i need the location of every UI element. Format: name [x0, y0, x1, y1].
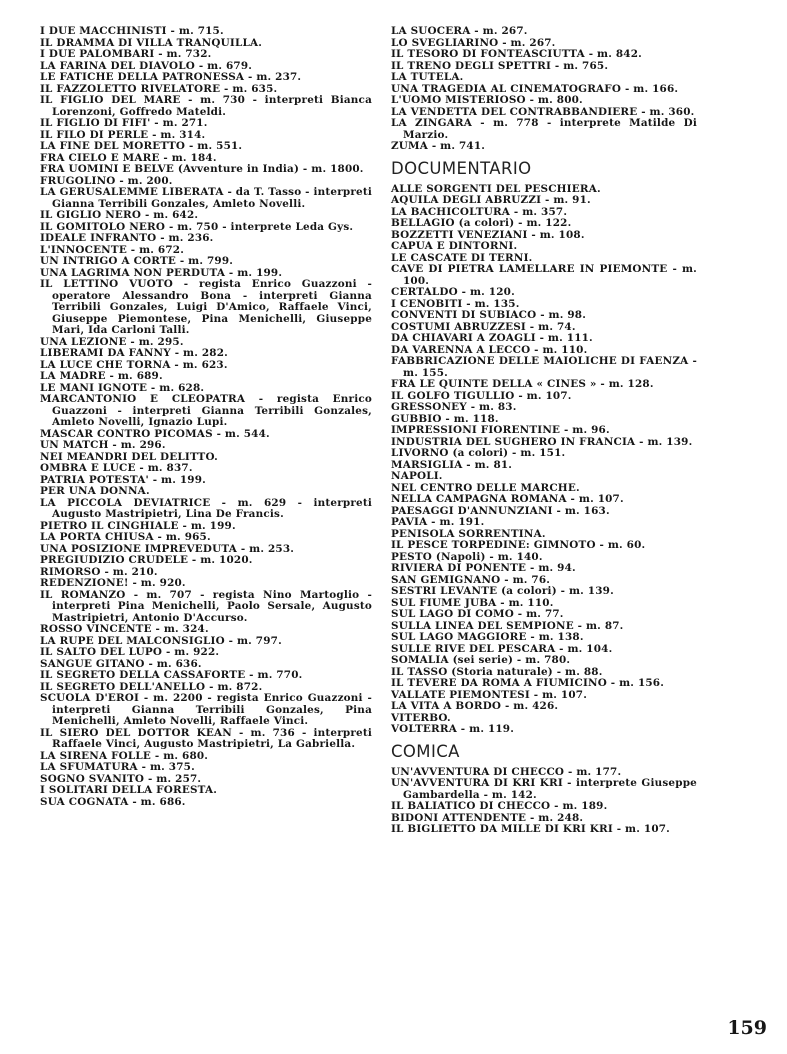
film-entry: IL TRENO DEGLI SPETTRI - m. 765. [391, 59, 609, 72]
film-entry: IL LETTINO VUOTO - regista Enrico Guazzoni - operatore Alessandro Bona - interpreti Gianna Terribili Gonzales, Luigi D'Amico, Raffaele Vinci, Giuseppe Piemontese, Pina Menichelli, Giuseppe Mari, Ida Carloni Talli. [40, 278, 372, 336]
film-entry: SUA COGNATA - m. 686. [40, 795, 186, 808]
film-entry: SULLA LINEA DEL SEMPIONE - m. 87. [391, 619, 624, 632]
film-entry: NEI MEANDRI DEL DELITTO. [40, 450, 218, 463]
film-entry: UN'AVVENTURA DI CHECCO - m. 177. [391, 765, 622, 778]
film-entry: IL TESORO DI FONTEASCIUTTA - m. 842. [391, 48, 642, 60]
film-entry: SANGUE GITANO - m. 636. [40, 657, 202, 670]
film-entry: LA GERUSALEMME LIBERATA - da T. Tasso - interpreti Gianna Terribili Gonzales, Amleto Novelli. [40, 186, 372, 210]
film-entry: LO SVEGLIARINO - m. 267. [391, 36, 556, 49]
film-entry: OMBRA E LUCE - m. 837. [40, 462, 193, 474]
film-entry: MASCAR CONTRO PICOMAS - m. 544. [40, 427, 270, 440]
film-entry: LA SFUMATURA - m. 375. [40, 761, 195, 773]
film-entry: LE MANI IGNOTE - m. 628. [40, 381, 205, 394]
film-entry: PAVIA - m. 191. [391, 516, 485, 528]
film-entry: UN'AVVENTURA DI KRI KRI - interprete Giuseppe Gambardella - m. 142. [391, 777, 697, 801]
film-entry: I SOLITARI DELLA FORESTA. [40, 784, 218, 796]
film-entry: IL GIGLIO NERO - m. 642. [40, 209, 199, 221]
film-entry: IL FIGLIO DI FIFI' - m. 271. [40, 117, 208, 129]
film-entry: LA PORTA CHIUSA - m. 965. [40, 531, 211, 543]
film-entry: LA SIRENA FOLLE - m. 680. [40, 749, 209, 762]
film-entry: IL DRAMMA DI VILLA TRANQUILLA. [40, 36, 263, 49]
film-entry: UNA TRAGEDIA AL CINEMATOGRAFO - m. 166. [391, 82, 679, 95]
film-entry: LA VENDETTA DEL CONTRABBANDIERE - m. 360. [391, 105, 695, 118]
film-entry: BELLAGIO (a colori) - m. 122. [391, 217, 572, 229]
film-entry: PESTO (Napoli) - m. 140. [391, 550, 543, 563]
left-column [40, 26, 372, 808]
film-entry: LA SUOCERA - m. 267. [391, 25, 528, 37]
film-entry: I CENOBITI - m. 135. [391, 297, 520, 310]
film-entry: IL FIGLIO DEL MARE - m. 730 - interpreti Bianca Lorenzoni, Goffredo Mateldi. [40, 94, 372, 118]
film-entry: LA MADRE - m. 689. [40, 370, 163, 382]
film-entry: SUL LAGO DI COMO - m. 77. [391, 608, 564, 620]
film-entry: IL PESCE TORPEDINE: GIMNOTO - m. 60. [391, 539, 646, 551]
film-entry: SCUOLA D'EROI - m. 2200 - regista Enrico Guazzoni - interpreti Gianna Terribili Gonzales, Pina Menichelli, Amleto Novelli, Raffaele Vinci. [40, 692, 372, 727]
film-entry: LA BACHICOLTURA - m. 357. [391, 205, 568, 218]
film-entry: L'INNOCENTE - m. 672. [40, 243, 185, 256]
film-entry: LE FATICHE DELLA PATRONESSA - m. 237. [40, 71, 302, 83]
film-entry: ROSSO VINCENTE - m. 324. [40, 623, 209, 635]
film-entry: VOLTERRA - m. 119. [391, 723, 515, 735]
film-entry: UNA POSIZIONE IMPREVEDUTA - m. 253. [40, 542, 295, 555]
film-entry: NELLA CAMPAGNA ROMANA - m. 107. [391, 493, 624, 505]
film-entry: FABBRICAZIONE DELLE MAIOLICHE DI FAENZA - m. 155. [391, 355, 697, 379]
film-entry: LA RUPE DEL MALCONSIGLIO - m. 797. [40, 634, 282, 647]
film-entry: LIBERAMI DA FANNY - m. 282. [40, 347, 228, 359]
film-entry: I DUE PALOMBARI - m. 732. [40, 48, 212, 60]
film-entry: PREGIUDIZIO CRUDELE - m. 1020. [40, 554, 253, 566]
right-column [391, 26, 697, 836]
film-entry: INDUSTRIA DEL SUGHERO IN FRANCIA - m. 139. [391, 435, 693, 448]
film-entry: IL SALTO DEL LUPO - m. 922. [40, 646, 220, 658]
film-entry: PAESAGGI D'ANNUNZIANI - m. 163. [391, 504, 610, 517]
film-entry: PIETRO IL CINGHIALE - m. 199. [40, 519, 236, 532]
film-entry: IL BALIATICO DI CHECCO - m. 189. [391, 800, 608, 812]
section-heading-documentario: DOCUMENTARIO [391, 158, 532, 178]
film-entry: LA VITA A BORDO - m. 426. [391, 700, 559, 712]
film-entry: IL SIERO DEL DOTTOR KEAN - m. 736 - interpreti Raffaele Vinci, Augusto Mastripietri, La Gabriella. [40, 726, 372, 750]
film-entry: IL FILO DI PERLE - m. 314. [40, 128, 206, 141]
film-entry: UNA LEZIONE - m. 295. [40, 335, 184, 348]
film-entry: IDEALE INFRANTO - m. 236. [40, 232, 214, 244]
film-entry: BOZZETTI VENEZIANI - m. 108. [391, 228, 585, 241]
film-entry: CONVENTI DI SUBIACO - m. 98. [391, 309, 587, 321]
film-entry: ZUMA - m. 741. [391, 140, 486, 152]
section-heading-comica: COMICA [391, 741, 460, 761]
film-entry: UN MATCH - m. 296. [40, 439, 166, 451]
film-entry: IL SEGRETO DELLA CASSAFORTE - m. 770. [40, 669, 303, 681]
film-entry: SESTRI LEVANTE (a colori) - m. 139. [391, 585, 614, 597]
film-entry: IL BIGLIETTO DA MILLE DI KRI KRI - m. 107. [391, 823, 670, 835]
film-entry: CERTALDO - m. 120. [391, 286, 515, 298]
film-entry: MARSIGLIA - m. 81. [391, 458, 513, 471]
film-entry: PER UNA DONNA. [40, 485, 150, 497]
film-entry: LA FINE DEL MORETTO - m. 551. [40, 140, 243, 152]
film-entry: IL TEVERE DA ROMA A FIUMICINO - m. 156. [391, 677, 665, 689]
film-entry: RIMORSO - m. 210. [40, 565, 158, 578]
film-entry: ALLE SORGENTI DEL PESCHIERA. [391, 182, 601, 195]
film-entry: FRA UOMINI E BELVE (Avventure in India) - m. 1800. [40, 163, 364, 175]
film-entry: RIVIERA DI PONENTE - m. 94. [391, 562, 576, 574]
film-entry: LA ZINGARA - m. 778 - interprete Matilde Di Marzio. [391, 117, 697, 141]
film-entry: SULLE RIVE DEL PESCARA - m. 104. [391, 642, 613, 655]
film-entry: LA TUTELA. [391, 71, 464, 83]
film-entry: AQUILA DEGLI ABRUZZI - m. 91. [391, 194, 591, 206]
film-entry: UNA LAGRIMA NON PERDUTA - m. 199. [40, 266, 283, 279]
page-number: 159 [727, 1017, 767, 1039]
film-entry: MARCANTONIO E CLEOPATRA - regista Enrico Guazzoni - interpreti Gianna Terribili Gonzales, Amleto Novelli, Ignazio Lupi. [40, 393, 372, 428]
film-entry: REDENZIONE! - m. 920. [40, 577, 186, 589]
film-entry: UN INTRIGO A CORTE - m. 799. [40, 255, 234, 267]
filmography-continued-list [391, 26, 697, 153]
film-entry: IL GOLFO TIGULLIO - m. 107. [391, 389, 572, 402]
film-entry: VITERBO. [391, 711, 451, 724]
film-entry: CAVE DI PIETRA LAMELLARE IN PIEMONTE - m. 100. [391, 263, 697, 287]
film-entry: FRUGOLINO - m. 200. [40, 174, 173, 187]
film-entry: FRA CIELO E MARE - m. 184. [40, 151, 217, 164]
film-entry: IL FAZZOLETTO RIVELATORE - m. 635. [40, 82, 278, 95]
film-entry: FRA LE QUINTE DELLA « CINES » - m. 128. [391, 378, 654, 390]
film-entry: CAPUA E DINTORNI. [391, 240, 518, 252]
film-entry: SAN GEMIGNANO - m. 76. [391, 573, 551, 586]
film-entry: SOGNO SVANITO - m. 257. [40, 772, 202, 785]
film-entry: NAPOLI. [391, 470, 443, 482]
documentario-list [391, 184, 697, 736]
film-entry: PENISOLA SORRENTINA. [391, 527, 546, 540]
film-entry: IL ROMANZO - m. 707 - regista Nino Martoglio - interpreti Pina Menichelli, Paolo Sersale, Augusto Mastripietri, Antonio D'Accurso. [40, 588, 372, 624]
film-entry: LA FARINA DEL DIAVOLO - m. 679. [40, 59, 253, 72]
film-entry: VALLATE PIEMONTESI - m. 107. [391, 688, 588, 701]
film-entry: I DUE MACCHINISTI - m. 715. [40, 25, 224, 37]
film-entry: COSTUMI ABRUZZESI - m. 74. [391, 320, 576, 333]
film-entry: LA LUCE CHE TORNA - m. 623. [40, 358, 228, 371]
film-entry: IL TASSO (Storia naturale) - m. 88. [391, 665, 603, 678]
film-entry: GRESSONEY - m. 83. [391, 401, 517, 413]
film-entry: PATRIA POTESTA' - m. 199. [40, 473, 206, 486]
film-entry: DA VARENNA A LECCO - m. 110. [391, 343, 588, 356]
film-entry: NEL CENTRO DELLE MARCHE. [391, 481, 580, 494]
film-entry: L'UOMO MISTERIOSO - m. 800. [391, 94, 583, 106]
film-entry: GUBBIO - m. 118. [391, 412, 499, 425]
film-entry: LA PICCOLA DEVIATRICE - m. 629 - interpreti Augusto Mastripietri, Lina De Francis. [40, 496, 372, 520]
film-entry: IL SEGRETO DELL'ANELLO - m. 872. [40, 680, 263, 693]
film-entry: IMPRESSIONI FIORENTINE - m. 96. [391, 424, 610, 436]
film-entry: BIDONI ATTENDENTE - m. 248. [391, 811, 584, 824]
film-entry: DA CHIAVARI A ZOAGLI - m. 111. [391, 332, 593, 344]
comica-list [391, 767, 697, 836]
film-entry: SUL LAGO MAGGIORE - m. 138. [391, 631, 584, 643]
film-entry: IL GOMITOLO NERO - m. 750 - interprete Leda Gys. [40, 220, 354, 233]
film-entry: SUL FIUME JUBA - m. 110. [391, 596, 554, 609]
film-entry: SOMALIA (sei serie) - m. 780. [391, 654, 571, 666]
film-entry: LE CASCATE DI TERNI. [391, 251, 533, 264]
film-entry: LIVORNO (a colori) - m. 151. [391, 447, 566, 459]
